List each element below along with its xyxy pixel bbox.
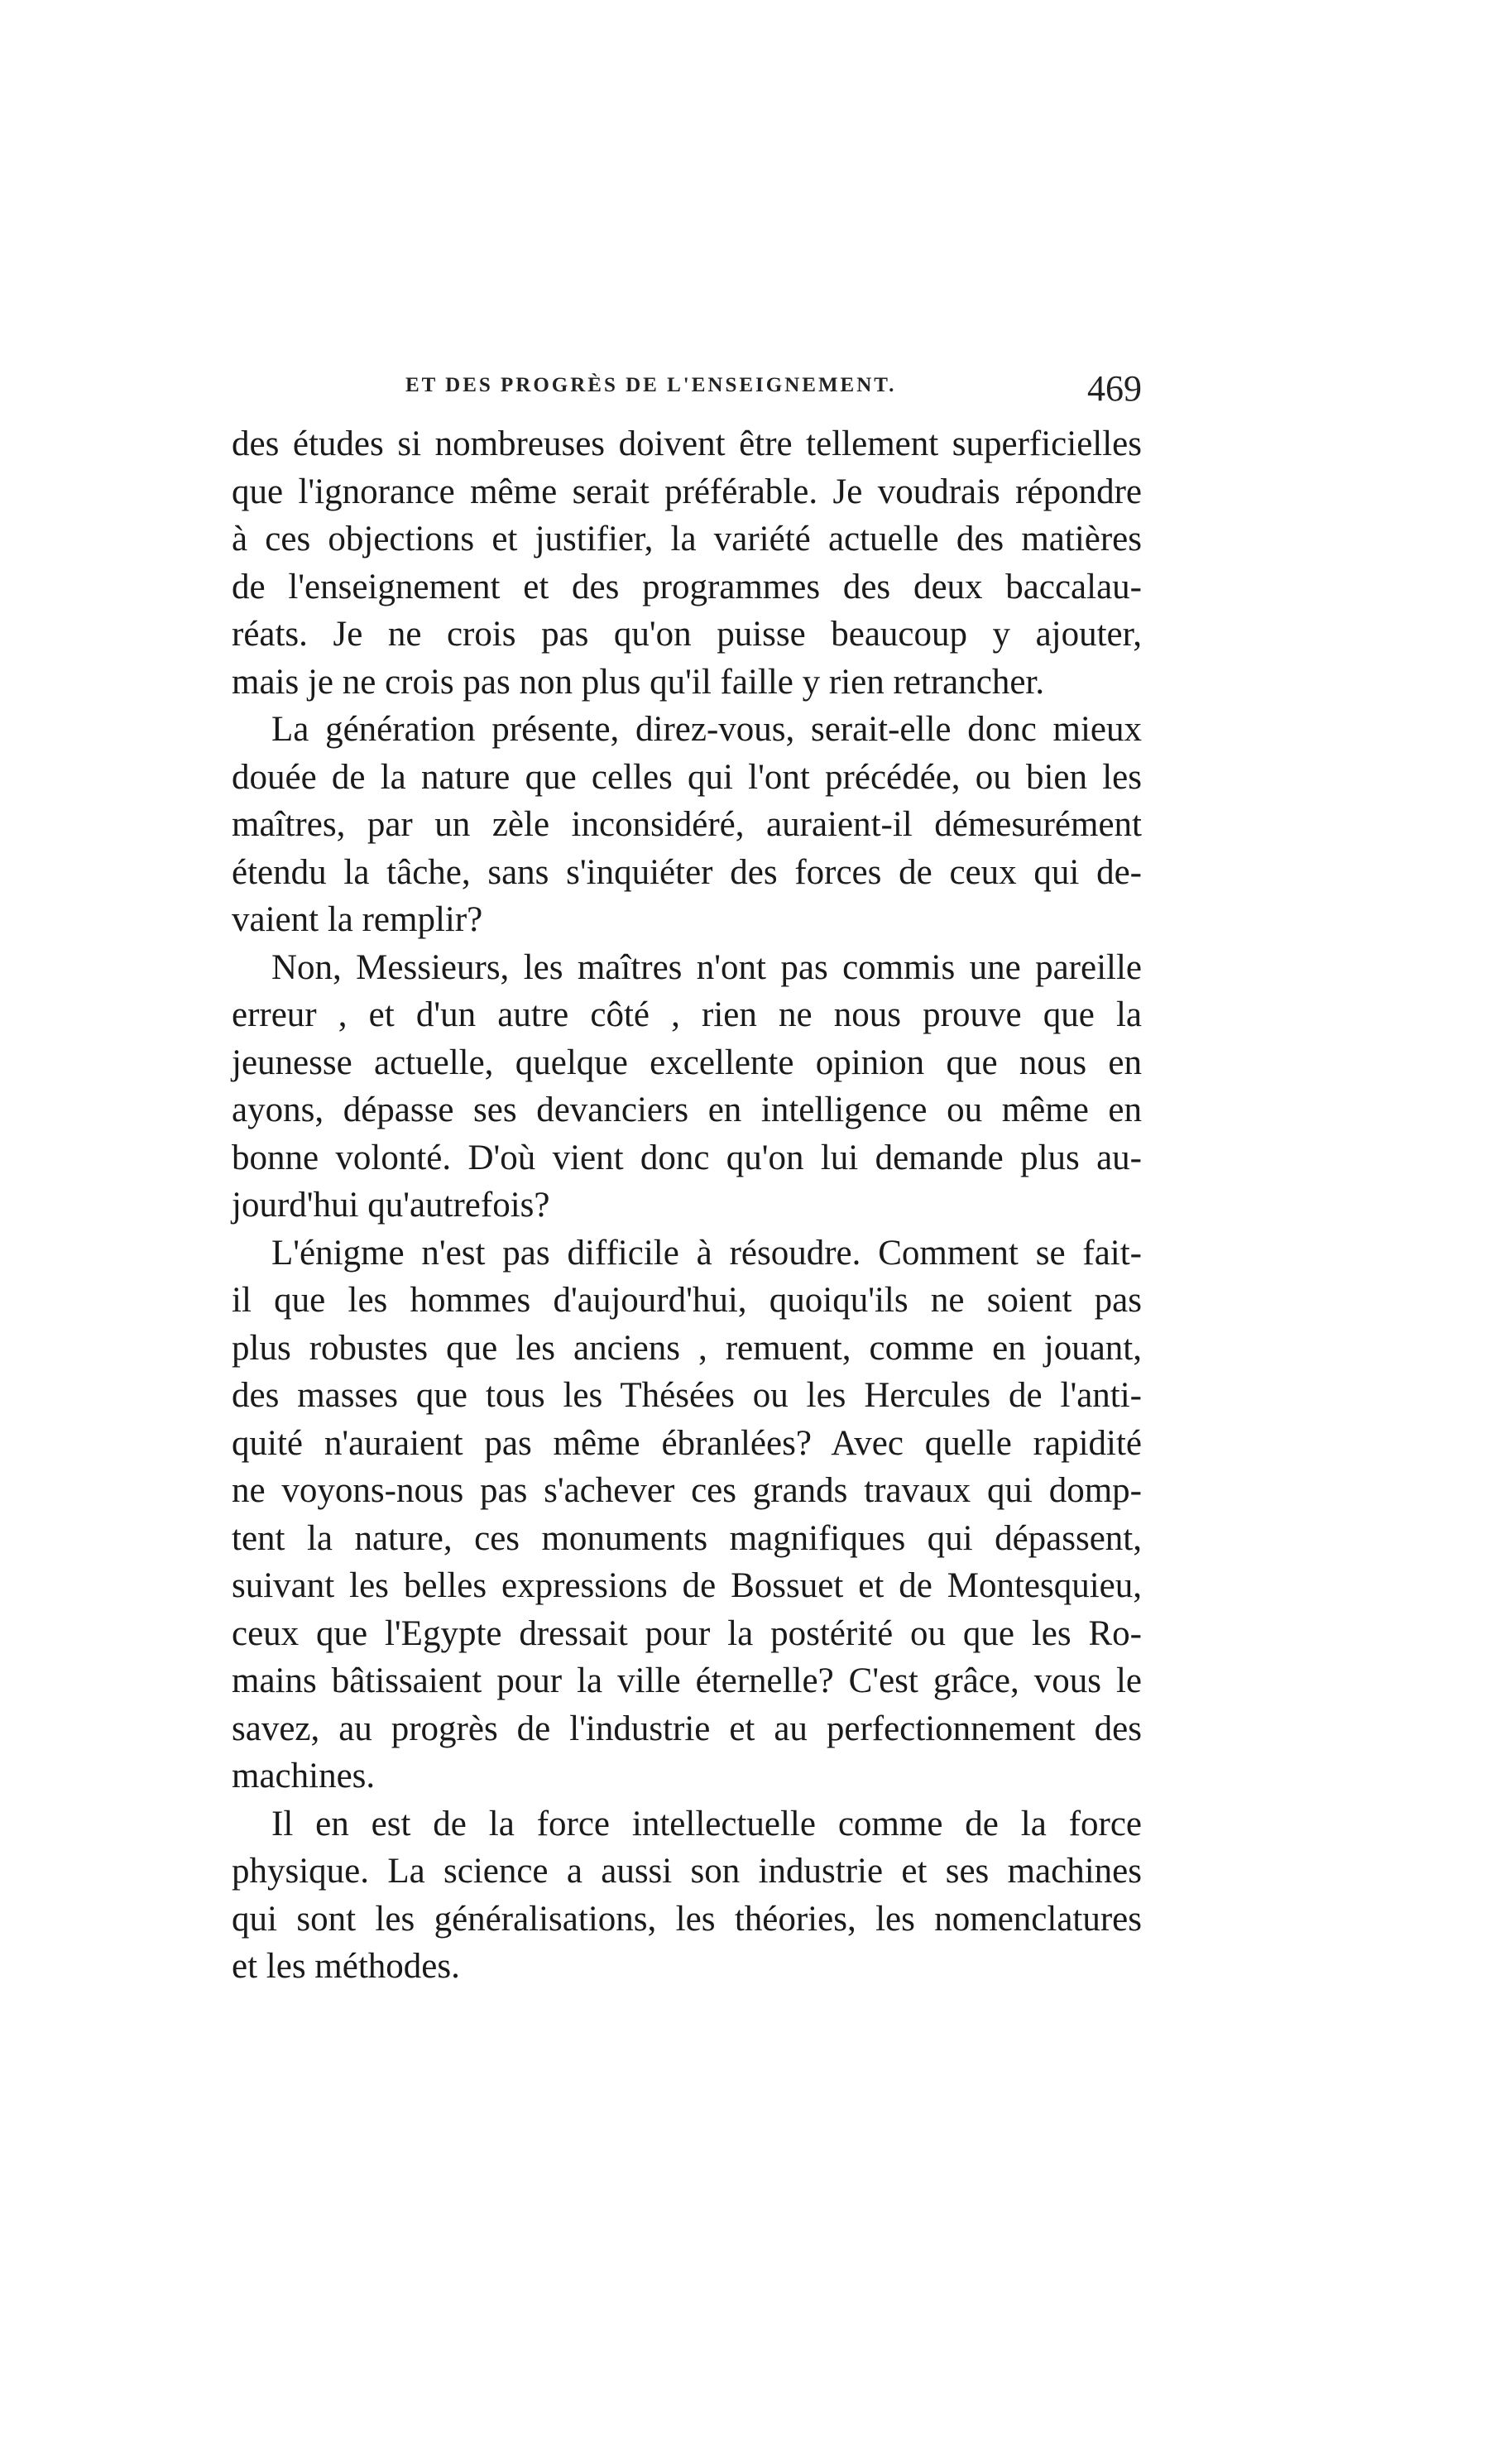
text-line: erreur , et d'un autre côté , rien ne nous prouve que la <box>232 995 1142 1034</box>
text-line: étendu la tâche, sans s'inquiéter des forces de ceux qui de- <box>232 852 1142 892</box>
text-line: quité n'auraient pas même ébranlées? Avec quelle rapidité <box>232 1423 1142 1463</box>
text-line: jeunesse actuelle, quelque excellente opinion que nous en <box>232 1043 1142 1082</box>
text-line: tent la nature, ces monuments magnifiques qui dépassent, <box>232 1518 1142 1558</box>
text-line: machines. <box>232 1757 376 1795</box>
body-text <box>232 420 1142 1991</box>
text-line: savez, au progrès de l'industrie et au perfectionnement des <box>232 1709 1142 1748</box>
text-line: suivant les belles expressions de Bossuet et de Montesquieu, <box>232 1566 1142 1605</box>
text-line: physique. La science a aussi son industrie et ses machines <box>232 1852 1142 1891</box>
paragraph <box>232 1800 1142 1991</box>
text-line: L'énigme n'est pas difficile à résoudre. Comment se fait- <box>271 1233 1142 1273</box>
text-line: de l'enseignement et des programmes des deux baccalau- <box>232 567 1142 606</box>
text-line: des masses que tous les Thésées ou les Hercules de l'anti- <box>232 1376 1142 1415</box>
text-line: réats. Je ne crois pas qu'on puisse beaucoup y ajouter, <box>232 615 1142 654</box>
text-line: ceux que l'Egypte dressait pour la postérité ou que les Ro- <box>232 1613 1142 1653</box>
text-line: il que les hommes d'aujourd'hui, quoiqu'ils ne soient pas <box>232 1281 1142 1320</box>
paragraph <box>232 1230 1142 1800</box>
text-line: plus robustes que les anciens , remuent, comme en jouant, <box>232 1328 1142 1368</box>
text-line: à ces objections et justifier, la variété actuelle des matières <box>232 520 1142 558</box>
text-line: ne voyons-nous pas s'achever ces grands travaux qui domp- <box>232 1471 1142 1510</box>
paragraph <box>232 944 1142 1230</box>
text-line: vaient la remplir? <box>232 900 483 939</box>
text-line: jourd'hui qu'autrefois? <box>232 1186 550 1225</box>
text-line: des études si nombreuses doivent être tellement superficielles <box>232 424 1142 463</box>
text-line: Il en est de la force intellectuelle comme de la force <box>271 1804 1142 1843</box>
running-head <box>232 367 1142 417</box>
text-line: ayons, dépasse ses devanciers en intelligence ou même en <box>232 1091 1142 1129</box>
text-line: bonne volonté. D'où vient donc qu'on lui demande plus au- <box>232 1138 1142 1177</box>
text-line: mains bâtissaient pour la ville éternelle? C'est grâce, vous le <box>232 1661 1142 1700</box>
text-line: maîtres, par un zèle inconsidéré, auraient-il démesurément <box>232 805 1142 844</box>
text-line: qui sont les généralisations, les théories, les nomenclatures <box>232 1899 1142 1939</box>
paragraph <box>232 420 1142 706</box>
text-line: et les méthodes. <box>232 1947 460 1986</box>
text-line: que l'ignorance même serait préférable. Je voudrais répondre <box>232 472 1142 511</box>
running-title: ET DES PROGRÈS DE L'ENSEIGNEMENT. <box>405 374 897 396</box>
page-number: 469 <box>1087 368 1142 409</box>
text-line: La génération présente, direz-vous, serait-elle donc mieux <box>271 710 1142 749</box>
text-line: Non, Messieurs, les maîtres n'ont pas commis une pareille <box>271 947 1142 987</box>
text-line: douée de la nature que celles qui l'ont précédée, ou bien les <box>232 757 1142 797</box>
paragraph <box>232 706 1142 944</box>
text-line: mais je ne crois pas non plus qu'il faille y rien retrancher. <box>232 662 1045 702</box>
